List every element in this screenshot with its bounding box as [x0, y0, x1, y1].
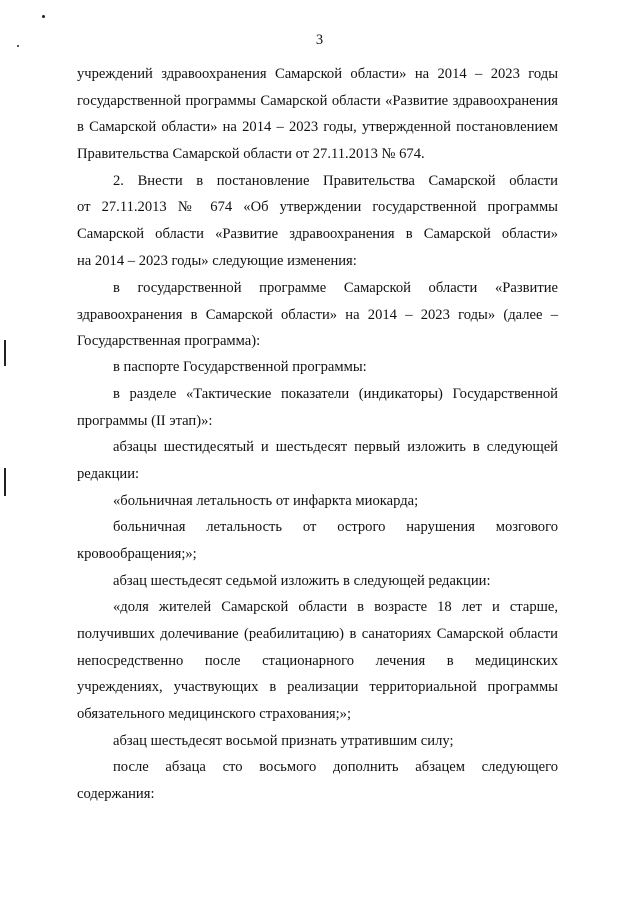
text-line: «больничная летальность от инфаркта миокарда; [113, 493, 419, 509]
text-line: Государственная программа): [77, 333, 261, 349]
text-line: Самарской области «Развитие здравоохранения в Самарской области» [77, 226, 558, 242]
text-line: «доля жителей Самарской области в возрасте 18 лет и старше, [113, 599, 558, 615]
text-line: абзацы шестидесятый и шестьдесят первый изложить в следующей [113, 439, 558, 455]
scan-mark [4, 468, 6, 496]
text-line: 2. Внести в постановление Правительства Самарской области [113, 173, 558, 189]
text-line: абзац шестьдесят седьмой изложить в следующей редакции: [113, 573, 491, 589]
page-number: 3 [315, 32, 324, 48]
text-line: программы (II этап)»: [77, 413, 213, 429]
text-line: на 2014 – 2023 годы» следующие изменения: [77, 253, 357, 269]
scan-mark [4, 340, 6, 366]
text-line: от 27.11.2013 № 674 «Об утверждении государственной программы [77, 199, 558, 215]
text-line: здравоохранения в Самарской области» на 2014 – 2023 годы» (далее – [77, 307, 558, 323]
text-line: непосредственно после стационарного лечения в медицинских [77, 653, 558, 669]
scan-mark [42, 15, 45, 18]
text-line: в разделе «Тактические показатели (индикаторы) Государственной [113, 386, 558, 402]
text-line: обязательного медицинского страхования;»; [77, 706, 352, 722]
text-line: в Самарской области» на 2014 – 2023 годы, утвержденной постановлением [77, 119, 558, 135]
text-line: после абзаца сто восьмого дополнить абзацем следующего [113, 759, 558, 775]
text-line: учреждений здравоохранения Самарской области» на 2014 – 2023 годы [77, 66, 558, 82]
text-line: учреждениях, участвующих в реализации территориальной программы [77, 679, 558, 695]
text-line: кровообращения;»; [77, 546, 197, 562]
text-line: редакции: [77, 466, 140, 482]
text-line: больничная летальность от острого нарушения мозгового [113, 519, 558, 535]
text-line: абзац шестьдесят восьмой признать утратившим силу; [113, 733, 454, 749]
text-line: получивших долечивание (реабилитацию) в санаториях Самарской области [77, 626, 558, 642]
text-line: государственной программы Самарской области «Развитие здравоохранения [77, 93, 558, 109]
scan-mark [17, 45, 19, 47]
text-line: содержания: [77, 786, 155, 802]
text-line: в государственной программе Самарской области «Развитие [113, 280, 558, 296]
text-line: Правительства Самарской области от 27.11.2013 № 674. [77, 146, 425, 162]
text-line: в паспорте Государственной программы: [113, 359, 367, 375]
